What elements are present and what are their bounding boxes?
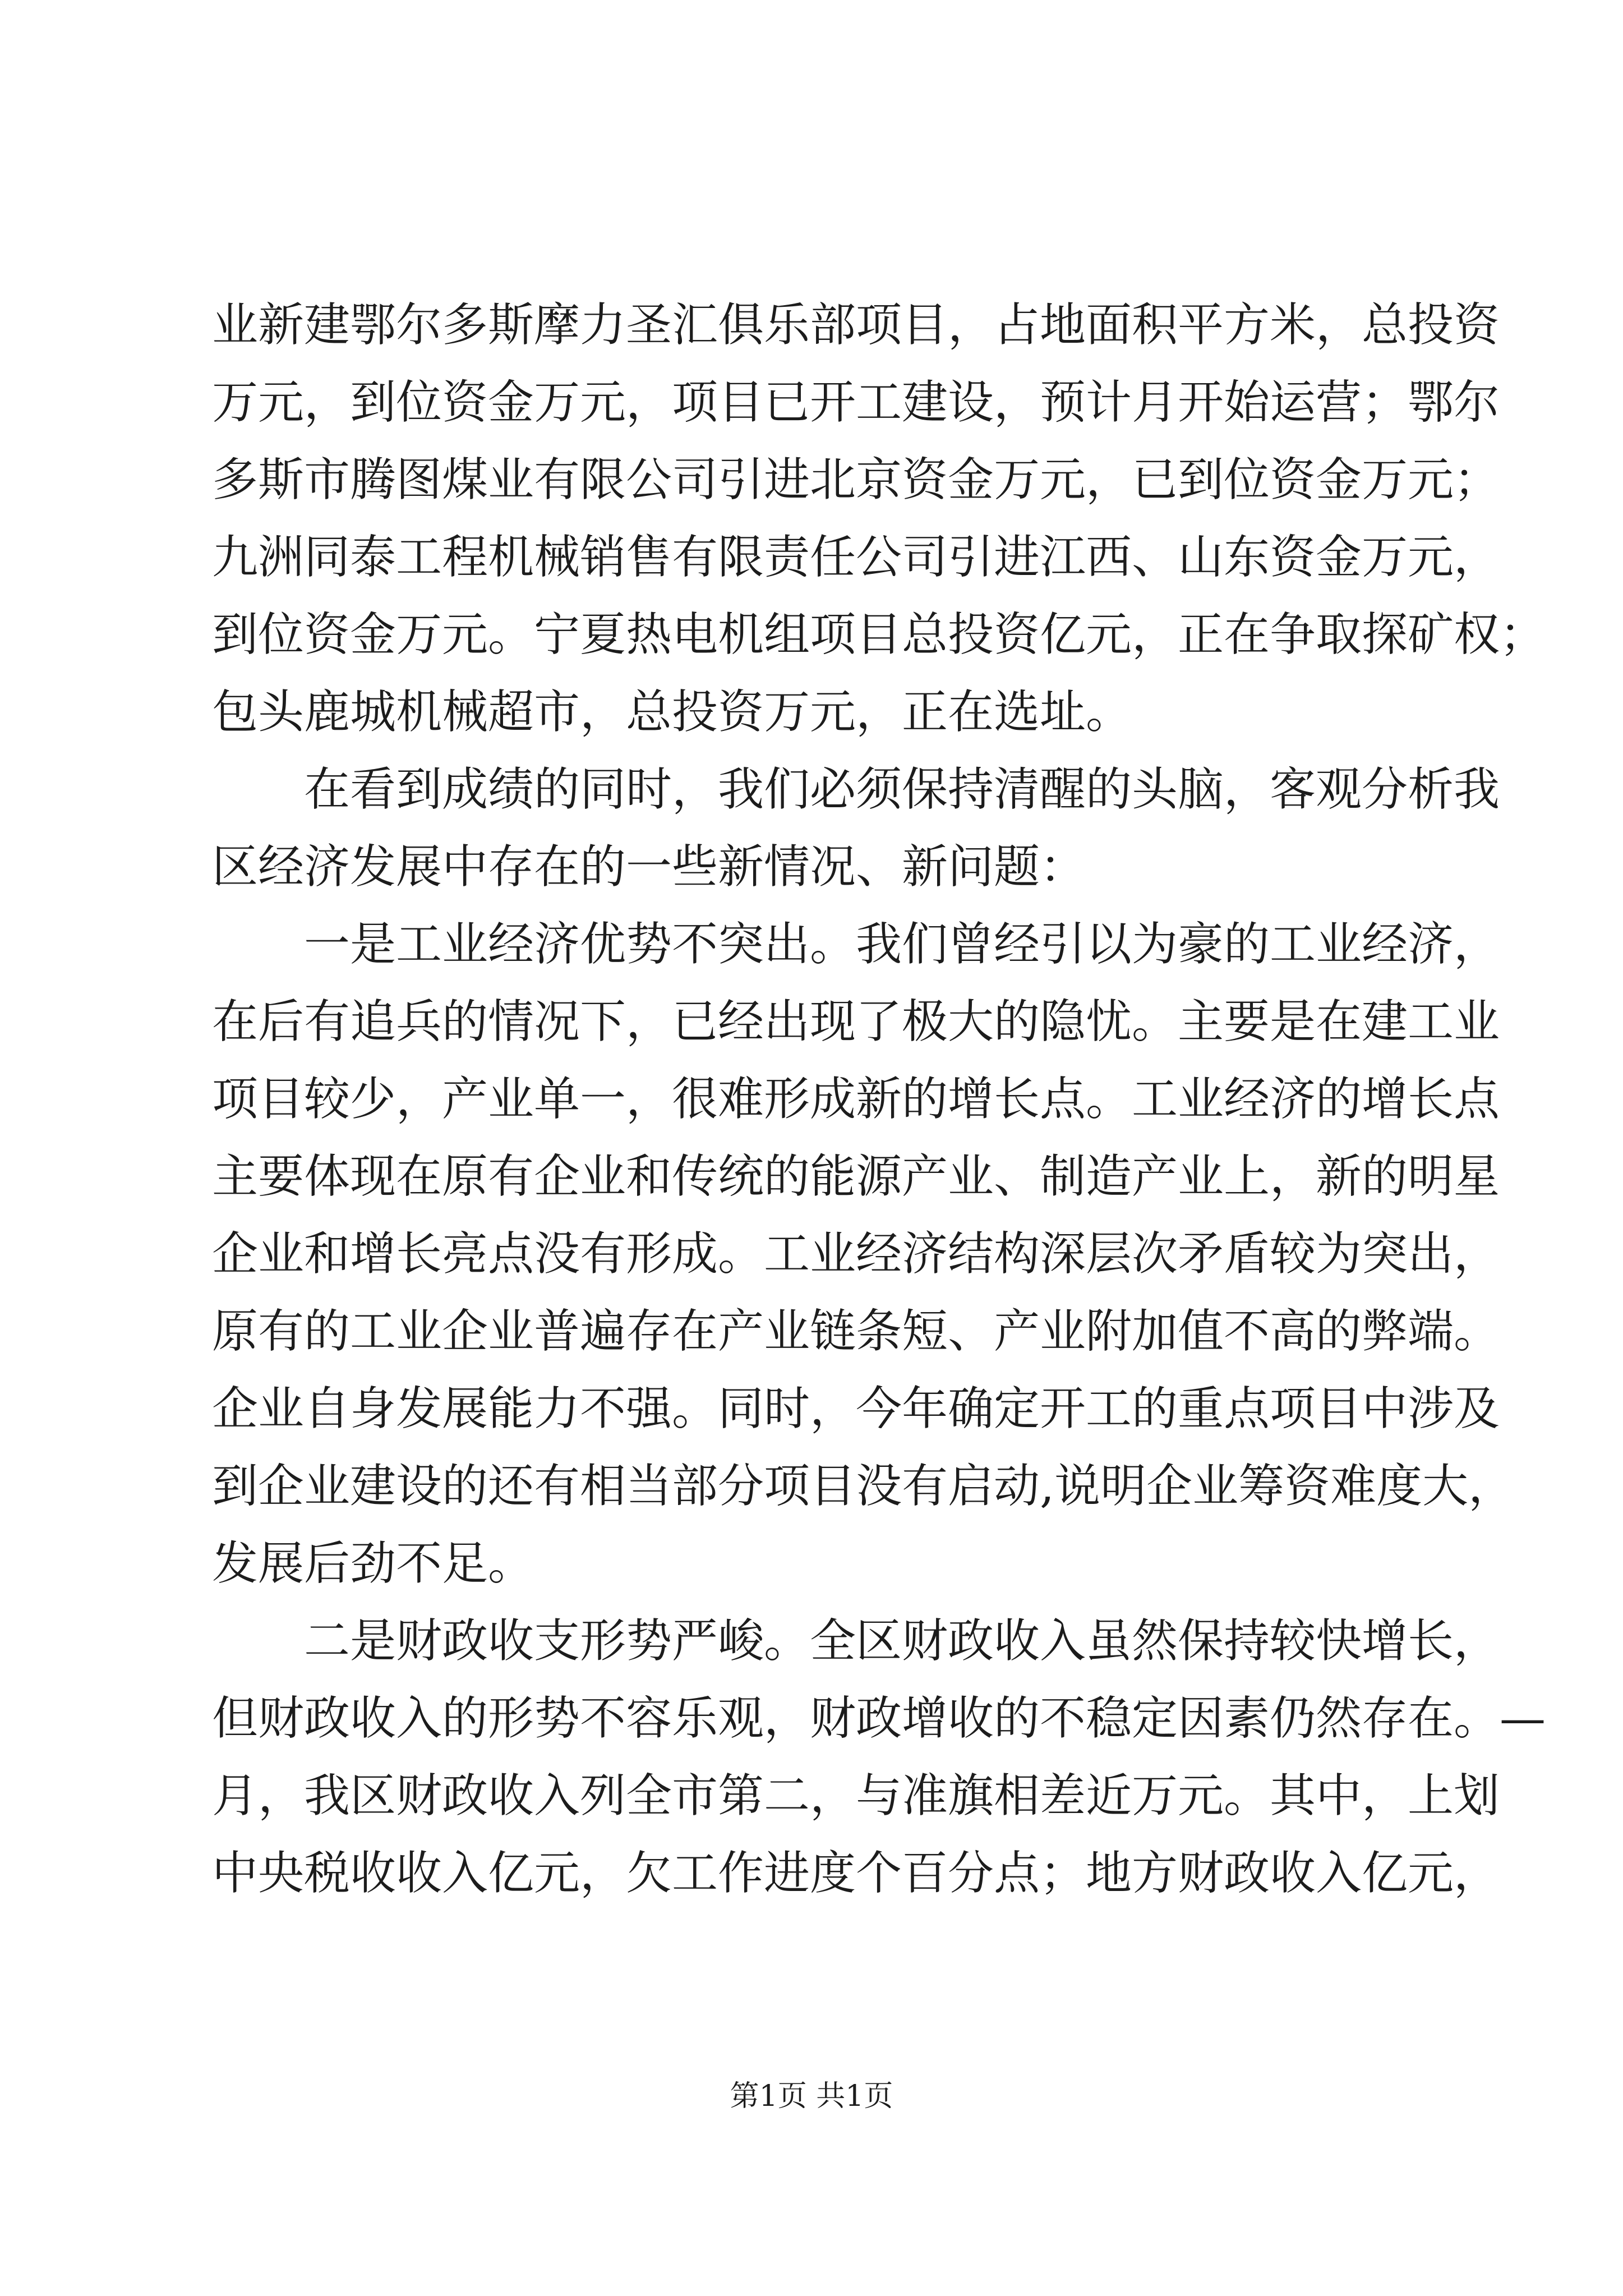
- paragraph-first-line: 二是财政收支形势严峻。全区财政收入虽然保持较快增长，: [304, 1614, 1500, 1668]
- body-text-line: 九洲同泰工程机械销售有限责任公司引进江西、山东资金万元，: [212, 531, 1500, 584]
- body-text-line: 原有的工业企业普遍存在产业链条短、产业附加值不高的弊端。: [212, 1305, 1500, 1358]
- body-text-line: 但财政收入的形势不容乐观，财政增收的不稳定因素仍然存在。—: [212, 1692, 1546, 1745]
- paragraph-first-line: 一是工业经济优势不突出。我们曾经引以为豪的工业经济，: [304, 918, 1500, 971]
- body-text-line: 月，我区财政收入列全市第二，与准旗相差近万元。其中，上划: [212, 1769, 1500, 1823]
- paragraph-first-line: 在看到成绩的同时，我们必须保持清醒的头脑，客观分析我: [304, 763, 1500, 816]
- body-text-line: 到企业建设的还有相当部分项目没有启动,说明企业筹资难度大，: [212, 1460, 1515, 1513]
- body-text-line: 企业自身发展能力不强。同时，今年确定开工的重点项目中涉及: [212, 1382, 1500, 1435]
- body-text-line: 到位资金万元。宁夏热电机组项目总投资亿元，正在争取探矿权；: [212, 608, 1546, 661]
- body-text-line: 中央税收收入亿元，欠工作进度个百分点；地方财政收入亿元，: [212, 1847, 1500, 1900]
- page-number-footer: 第1页 共1页: [730, 2079, 893, 2113]
- body-text-line: 发展后劲不足。: [212, 1537, 534, 1590]
- body-text-line: 万元，到位资金万元，项目已开工建设，预计月开始运营；鄂尔: [212, 376, 1500, 429]
- body-text-line: 在后有追兵的情况下，已经出现了极大的隐忧。主要是在建工业: [212, 995, 1500, 1048]
- body-text-line: 包头鹿城机械超市，总投资万元，正在选址。: [212, 685, 1132, 739]
- body-text-line: 业新建鄂尔多斯摩力圣汇俱乐部项目，占地面积平方米，总投资: [212, 298, 1500, 352]
- body-text-line: 项目较少，产业单一，很难形成新的增长点。工业经济的增长点: [212, 1073, 1500, 1126]
- body-text-line: 企业和增长亮点没有形成。工业经济结构深层次矛盾较为突出，: [212, 1227, 1500, 1281]
- body-text-line: 主要体现在原有企业和传统的能源产业、制造产业上，新的明星: [212, 1150, 1500, 1203]
- body-text-line: 多斯市腾图煤业有限公司引进北京资金万元，已到位资金万元；: [212, 453, 1500, 507]
- body-text-line: 区经济发展中存在的一些新情况、新问题：: [212, 840, 1086, 894]
